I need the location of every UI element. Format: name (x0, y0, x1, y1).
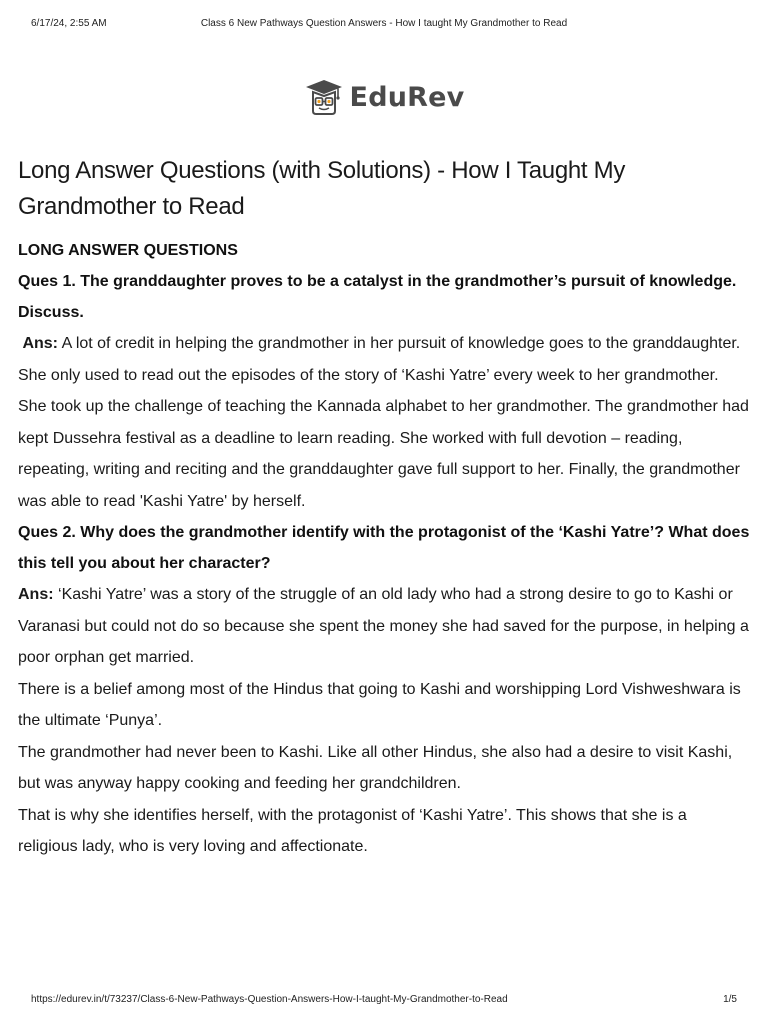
page-title: Long Answer Questions (with Solutions) - How I Taught My Grandmother to Read (18, 157, 626, 220)
page-number: 1/5 (723, 994, 737, 1005)
answer-label: Ans: (18, 586, 54, 603)
print-datetime: 6/17/24, 2:55 AM (31, 18, 107, 29)
print-header (31, 18, 737, 32)
print-url[interactable]: https://edurev.in/t/73237/Class-6-New-Pathways-Question-Answers-How-I-taught-My-Grandmother-to-Read (31, 994, 508, 1005)
answer-2-paragraph: There is a belief among most of the Hindus that going to Kashi and worshipping Lord Vishweshwara is the ultimate ‘Punya’. (18, 680, 741, 729)
graduation-cap-owl-icon (304, 78, 344, 116)
edurev-logo[interactable] (0, 78, 768, 116)
answer-1-paragraph: Ans: A lot of credit in helping the grandmother in her pursuit of knowledge goes to the granddaughter. She only used to read out the episodes of the story of ‘Kashi Yatre’ every week to her grandmother. She took up the challenge of teaching the Kannada alphabet to her grandmother. The grandmother had kept Dussehra festival as a deadline to learn reading. She worked with full devotion – reading, repeating, writing and reciting and the granddaughter gave full support to her. Finally, the grandmother was able to read 'Kashi Yatre' by herself. (18, 335, 749, 510)
answer-2-paragraph: Ans: ‘Kashi Yatre’ was a story of the struggle of an old lady who had a strong desire to go to Kashi or Varanasi but could not do so because she spent the money she had saved for the purpose, in helping a poor orphan get married. (18, 586, 749, 666)
print-footer (31, 994, 737, 1005)
answer-2-paragraph: The grandmother had never been to Kashi. Like all other Hindus, she also had a desire to visit Kashi, but was anyway happy cooking and feeding her grandchildren. (18, 743, 733, 792)
print-doc-title: Class 6 New Pathways Question Answers - How I taught My Grandmother to Read (200, 18, 568, 29)
answer-2-paragraph: That is why she identifies herself, with the protagonist of ‘Kashi Yatre’. This shows that she is a religious lady, who is very loving and affectionate. (18, 806, 687, 855)
question-2: Ques 2. Why does the grandmother identify with the protagonist of the ‘Kashi Yatre’? What does this tell you about her character? (18, 524, 750, 572)
section-heading: LONG ANSWER QUESTIONS (18, 242, 238, 259)
question-1: Ques 1. The granddaughter proves to be a catalyst in the grandmother’s pursuit of knowledge. Discuss. (18, 273, 737, 321)
logo-text: EduRev (349, 81, 465, 113)
article-content (18, 153, 750, 863)
answer-label: Ans: (22, 335, 59, 352)
